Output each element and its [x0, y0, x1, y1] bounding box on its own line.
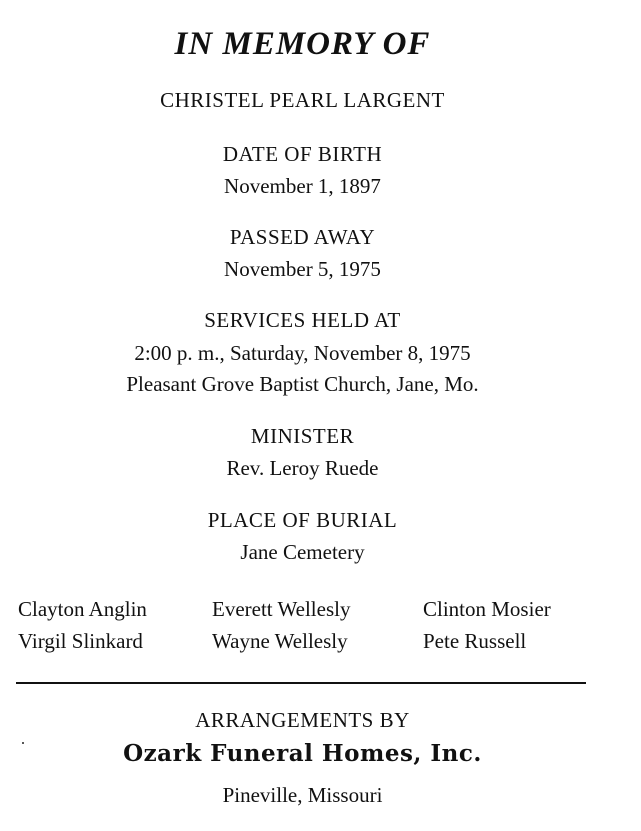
deceased-name: CHRISTEL PEARL LARGENT: [160, 88, 445, 112]
death-date: November 5, 1975: [224, 257, 381, 281]
burial-place: Jane Cemetery: [240, 540, 365, 564]
minister-label: MINISTER: [250, 424, 355, 448]
pallbearer-name: Wayne Wellesly: [212, 628, 348, 653]
memorial-heading: IN MEMORY OF: [174, 26, 431, 62]
section-divider: [16, 682, 586, 684]
pallbearer-name: Clayton Anglin: [18, 596, 147, 621]
services-time-date: 2:00 p. m., Saturday, November 8, 1975: [134, 341, 471, 365]
services-location: Pleasant Grove Baptist Church, Jane, Mo.: [126, 372, 479, 396]
pallbearer-name: Pete Russell: [423, 628, 527, 653]
death-label: PASSED AWAY: [229, 225, 376, 249]
arrangements-label: ARRANGEMENTS BY: [195, 708, 410, 732]
pallbearers-row: [18, 625, 618, 657]
pallbearer-name: Virgil Slinkard: [18, 628, 143, 653]
burial-label: PLACE OF BURIAL: [207, 508, 398, 532]
pallbearers-list: [18, 593, 618, 657]
pallbearers-row: [18, 593, 618, 625]
birth-date: November 1, 1897: [224, 174, 381, 198]
pallbearer-name: Everett Wellesly: [212, 596, 351, 621]
birth-label: DATE OF BIRTH: [222, 142, 383, 166]
funeral-home-name: Ozark Funeral Homes, Inc.: [123, 740, 482, 767]
pallbearer-name: Clinton Mosier: [423, 596, 551, 621]
funeral-home-city: Pineville, Missouri: [222, 783, 383, 807]
print-speck: [22, 742, 24, 744]
services-label: SERVICES HELD AT: [204, 308, 401, 332]
minister-name: Rev. Leroy Ruede: [226, 456, 379, 480]
